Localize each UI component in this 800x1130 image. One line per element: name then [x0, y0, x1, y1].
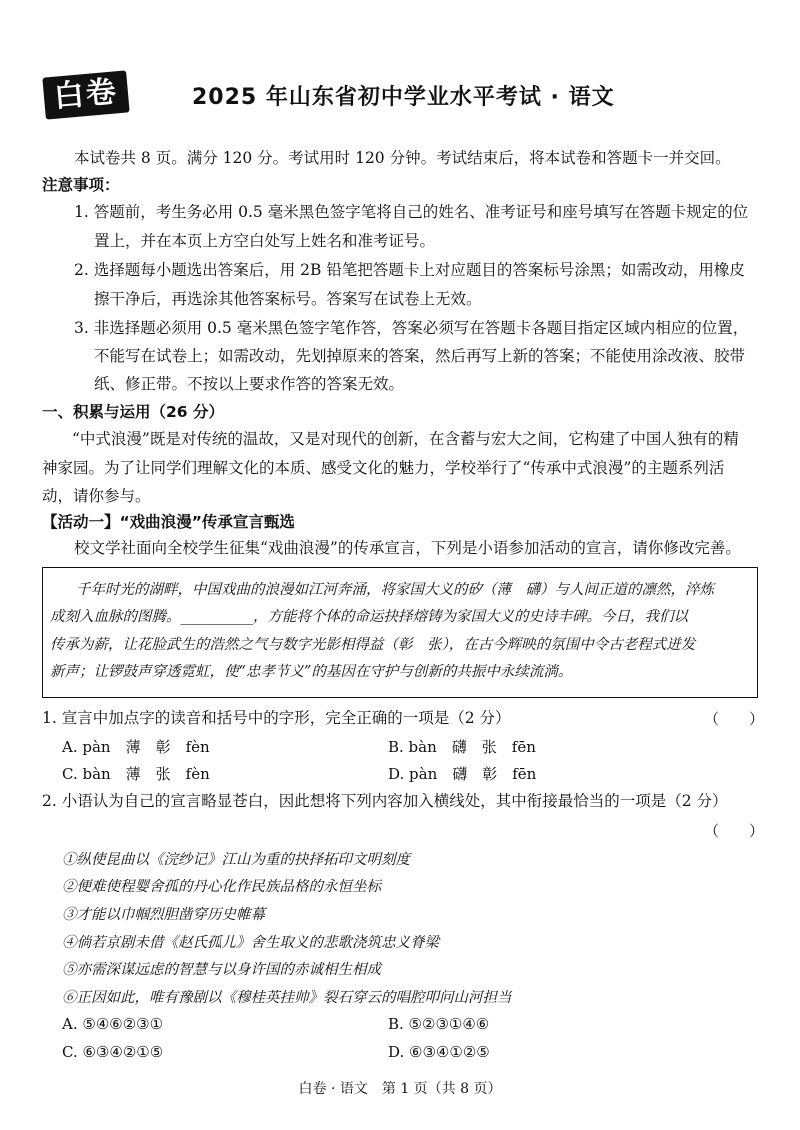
q1-option-b[interactable]: B. bàn 礴 张 fēn: [388, 738, 536, 756]
q2-item: ③才能以巾帼烈胆凿穿历史帷幕: [62, 907, 265, 923]
section-para-line: “中式浪漫”既是对传统的温故，又是对现代的创新，在含蓄与宏大之间，它构建了中国人独有的精: [72, 430, 739, 448]
declaration-line: 新声；让锣鼓声穿透霓虹，使“忠孝节义”的基因在守护与创新的共振中永续流淌。: [50, 664, 573, 680]
notice-line: 置上，并在本页上方空白处写上姓名和准考证号。: [94, 232, 436, 250]
notice-line: 2. 选择题每小题选出答案后，用 2B 铅笔把答题卡上对应题目的答案标号涂黑；如需改动，用橡皮: [74, 261, 745, 279]
section-para-line: 动，请你参与。: [42, 487, 151, 505]
section-para-line: 神家园。为了让同学们理解文化的本质、感受文化的魅力，学校举行了“传承中式浪漫”的主题系列活: [42, 459, 725, 477]
notice-heading: 注意事项：: [42, 176, 120, 194]
activity-desc: 校文学社面向全校学生征集“戏曲浪漫”的传承宣言，下列是小语参加活动的宣言，请你修改完善。: [74, 539, 741, 557]
answer-paren[interactable]: （ ）: [704, 822, 765, 840]
q2-item: ④倘若京剧未借《赵氏孤儿》舍生取义的悲歌浇筑忠义脊梁: [62, 935, 439, 951]
q2-option-c[interactable]: C. ⑥③④②①⑤: [62, 1043, 164, 1061]
question-1-stem: 1. 宣言中加点字的读音和括号中的字形，完全正确的一项是（2 分）: [42, 709, 511, 727]
answer-paren[interactable]: （ ）: [704, 710, 765, 728]
intro-text: 本试卷共 8 页。满分 120 分。考试用时 120 分钟。考试结束后，将本试卷和答题卡一并交回。: [74, 149, 731, 167]
notice-line: 1. 答题前，考生务必用 0.5 毫米黑色签字笔将自己的姓名、准考证号和座号填写在答题卡规定的位: [74, 203, 749, 221]
declaration-line: 传承为薪，让花脸武生的浩然之气与数字光影相得益（彰 张），在古今辉映的氛围中令古老程式迸发: [50, 637, 696, 653]
q2-item: ⑥正因如此，唯有豫剧以《穆桂英挂帅》裂石穿云的唱腔叩问山河担当: [62, 990, 512, 1006]
notice-line: 擦干净后，再选涂其他答案标号。答案写在试卷上无效。: [94, 290, 482, 308]
q2-option-a[interactable]: A. ⑤④⑥②③①: [62, 1015, 164, 1033]
activity-title: 【活动一】“戏曲浪漫”传承宣言甄选: [42, 513, 295, 531]
notice-line: 纸、修正带。不按以上要求作答的答案无效。: [94, 375, 405, 393]
q2-option-b[interactable]: B. ⑤②③①④⑥: [388, 1015, 490, 1033]
q1-option-c[interactable]: C. bàn 薄 张 fèn: [62, 765, 210, 783]
exam-title: 2025 年山东省初中学业水平考试 · 语文: [192, 85, 615, 110]
q1-option-d[interactable]: D. pàn 礴 彰 fēn: [388, 765, 537, 783]
q2-item: ①纵使昆曲以《浣纱记》江山为重的抉择拓印文明刻度: [62, 852, 410, 868]
notice-line: 不能写在试卷上；如需改动，先划掉原来的答案，然后再写上新的答案；不能使用涂改液、胶带: [94, 347, 746, 365]
paper-type-badge: 白卷: [42, 70, 129, 119]
q2-option-d[interactable]: D. ⑥③④①②⑤: [388, 1043, 490, 1061]
declaration-line: 成刻入血脉的图腾。__________，方能将个体的命运抉择熔铸为家国大义的史诗丰碑。今日，我们以: [50, 609, 688, 625]
page-footer: 白卷 · 语文 第 1 页（共 8 页）: [298, 1081, 502, 1097]
q1-option-a[interactable]: A. pàn 薄 彰 fèn: [62, 738, 210, 756]
question-2-stem: 2. 小语认为自己的宣言略显苍白，因此想将下列内容加入横线处，其中衔接最恰当的一项是（2 分）: [42, 792, 728, 810]
declaration-line: 千年时光的湖畔，中国戏曲的浪漫如江河奔涌，将家国大义的矽（薄 礴）与人间正道的凛然，淬炼: [76, 582, 714, 598]
section-heading: 一、积累与运用（26 分）: [42, 403, 224, 421]
q2-item: ②便难使程婴舍孤的丹心化作民族品格的永恒坐标: [62, 879, 381, 895]
notice-line: 3. 非选择题必须用 0.5 毫米黑色签字笔作答，答案必须写在答题卡各题目指定区域内相应的位置，: [74, 319, 749, 337]
q2-item: ⑤亦需深谋远虑的智慧与以身许国的赤诚相生相成: [62, 962, 381, 978]
